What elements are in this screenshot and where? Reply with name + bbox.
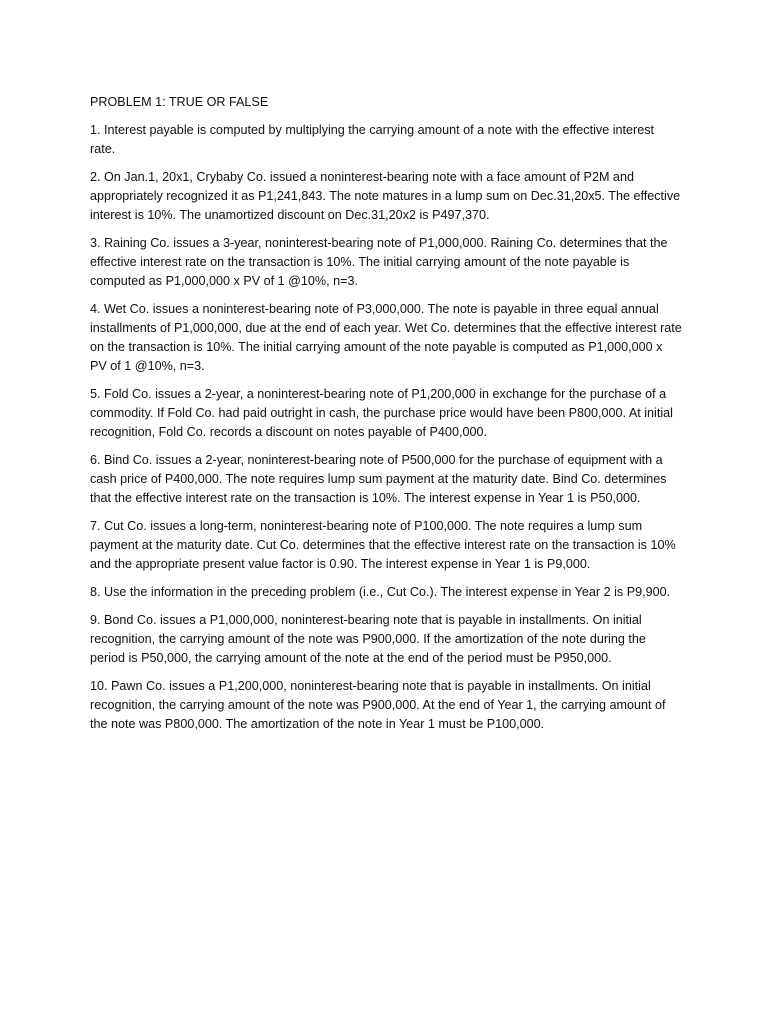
question-3: 3. Raining Co. issues a 3-year, noninterest-bearing note of P1,000,000. Raining Co. determines that the effective interest rate on the transaction is 10%. The initial carrying amount of the note payable is computed as P1,000,000 x PV of 1 @10%, n=3. (90, 236, 668, 288)
problem-heading: PROBLEM 1: TRUE OR FALSE (90, 95, 269, 109)
question-8: 8. Use the information in the preceding problem (i.e., Cut Co.). The interest expense in Year 2 is P9,900. (90, 585, 671, 599)
question-9: 9. Bond Co. issues a P1,000,000, noninterest-bearing note that is payable in installments. On initial recognition, the carrying amount of the note was P900,000. If the amortization of the note during the period is P50,000, the carrying amount of the note at the end of the period must be P950,000. (90, 613, 646, 665)
question-1: 1. Interest payable is computed by multiplying the carrying amount of a note with the effective interest rate. (90, 123, 654, 156)
document-page (90, 93, 682, 743)
question-4: 4. Wet Co. issues a noninterest-bearing note of P3,000,000. The note is payable in three equal annual installments of P1,000,000, due at the end of each year. Wet Co. determines that the effective interest rate on the transaction is 10%. The initial carrying amount of the note payable is computed as P1,000,000 x PV of 1 @10%, n=3. (90, 302, 682, 373)
question-2: 2. On Jan.1, 20x1, Crybaby Co. issued a noninterest-bearing note with a face amount of P2M and appropriately recognized it as P1,241,843. The note matures in a lump sum on Dec.31,20x5. The effective interest is 10%. The unamortized discount on Dec.31,20x2 is P497,370. (90, 170, 681, 222)
question-7: 7. Cut Co. issues a long-term, noninterest-bearing note of P100,000. The note requires a lump sum payment at the maturity date. Cut Co. determines that the effective interest rate on the transaction is 10% and the appropriate present value factor is 0.90. The interest expense in Year 1 is P9,000. (90, 519, 676, 571)
question-6: 6. Bind Co. issues a 2-year, noninterest-bearing note of P500,000 for the purchase of equipment with a cash price of P400,000. The note requires lump sum payment at the maturity date. Bind Co. determines that the effective interest rate on the transaction is 10%. The interest expense in Year 1 is P50,000. (90, 453, 667, 505)
question-10: 10. Pawn Co. issues a P1,200,000, noninterest-bearing note that is payable in installments. On initial recognition, the carrying amount of the note was P900,000. At the end of Year 1, the carrying amount of the note was P800,000. The amortization of the note in Year 1 must be P100,000. (90, 679, 666, 731)
question-5: 5. Fold Co. issues a 2-year, a noninterest-bearing note of P1,200,000 in exchange for the purchase of a commodity. If Fold Co. had paid outright in cash, the purchase price would have been P800,000. At initial recognition, Fold Co. records a discount on notes payable of P400,000. (90, 387, 673, 439)
